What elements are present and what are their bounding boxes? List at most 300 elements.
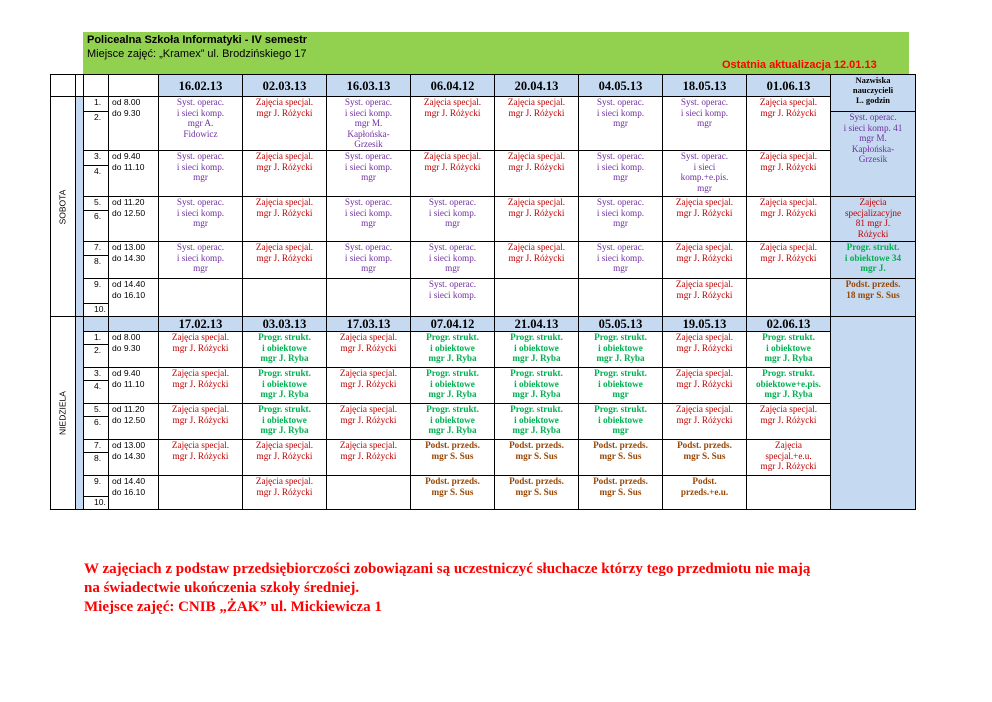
class-line: i obiektowe (514, 414, 559, 425)
class-cell (495, 97, 579, 151)
class-cell (243, 151, 327, 197)
class-line: i sieci (693, 161, 716, 172)
time-range (109, 404, 159, 440)
class-line: Grzesik (354, 139, 383, 150)
class-line: Progr. strukt. (258, 404, 311, 414)
corner-cell (109, 75, 159, 97)
class-line: Syst. operac. (176, 242, 225, 252)
class-line: i obiektowe (514, 342, 559, 353)
teacher-cell (831, 197, 916, 242)
class-cell (243, 332, 327, 368)
class-line: Syst. operac. (596, 97, 645, 107)
class-line: mgr J. Różycki (424, 107, 481, 118)
time-range (109, 279, 159, 317)
time-range (109, 197, 159, 242)
period-number: 9. (84, 476, 109, 497)
class-line: mgr J. Różycki (172, 342, 229, 353)
class-cell (159, 332, 243, 368)
class-line: mgr J. Ryba (512, 353, 561, 364)
class-line: Syst. operac. (680, 97, 729, 107)
time-start: od 9.40 (112, 151, 141, 161)
class-cell (411, 279, 495, 317)
class-line: specjal.+e.u. (765, 450, 812, 461)
corner-cell (51, 75, 76, 97)
class-line: Zajęcia specjal. (171, 332, 230, 342)
class-line: mgr A. (187, 118, 214, 129)
date-header: 02.03.13 (243, 75, 327, 97)
class-line: mgr (613, 118, 628, 129)
period-number: 7. (84, 242, 109, 256)
class-line: Syst. operac. (680, 151, 729, 161)
class-line: mgr J. Różycki (760, 414, 817, 425)
period-number: 3. (84, 368, 109, 381)
period-number: 10. (84, 497, 109, 510)
class-line: mgr J. Ryba (764, 353, 813, 364)
class-cell (663, 404, 747, 440)
class-line: Kapłońska- (347, 128, 390, 139)
time-end: do 12.50 (112, 207, 146, 218)
class-line: mgr J. Różycki (760, 461, 817, 472)
class-line: i obiektowe (262, 342, 307, 353)
class-cell (411, 440, 495, 476)
class-line: i obiektowe (262, 378, 307, 389)
class-line: Zajęcia specjal. (423, 97, 482, 107)
time-start: od 13.00 (112, 242, 146, 252)
class-cell (663, 97, 747, 151)
class-line: Syst. operac. (344, 242, 393, 252)
class-cell (159, 151, 243, 197)
time-end: do 12.50 (112, 414, 146, 425)
class-line: przeds.+e.u. (680, 486, 729, 497)
period-number: 6. (84, 417, 109, 440)
class-line: Zajęcia specjal. (255, 440, 314, 450)
class-cell (159, 197, 243, 242)
date-header: 03.03.13 (243, 317, 327, 332)
class-line: Zajęcia specjal. (255, 197, 314, 207)
class-line: mgr (612, 425, 629, 436)
class-line: Progr. strukt. (258, 332, 311, 342)
date-header: 17.02.13 (159, 317, 243, 332)
class-cell (159, 404, 243, 440)
class-cell (579, 368, 663, 404)
class-cell (495, 151, 579, 197)
class-line: mgr J. Różycki (676, 289, 733, 300)
class-line: Grzesik (858, 154, 888, 165)
class-cell (243, 197, 327, 242)
class-cell (663, 151, 747, 197)
class-line: Progr. strukt. (258, 368, 311, 378)
class-cell (327, 440, 411, 476)
schedule-table (50, 74, 916, 510)
class-line: Syst. operac. (344, 151, 393, 161)
class-line: Syst. operac. (176, 151, 225, 161)
class-line: mgr J. Różycki (676, 252, 733, 263)
time-start: od 14.40 (112, 279, 146, 289)
teachers-header-line: nauczycieli (852, 85, 894, 95)
class-line: mgr (697, 182, 712, 193)
class-cell (747, 97, 831, 151)
class-line: i sieci komp. (344, 252, 393, 263)
class-line: Zajęcia specjal. (171, 404, 230, 414)
class-line: Różycki (857, 228, 889, 239)
class-cell (159, 440, 243, 476)
class-line: mgr J. Ryba (260, 389, 309, 400)
date-header: 01.06.13 (747, 75, 831, 97)
class-line: Zajęcia specjal. (507, 197, 566, 207)
footer-line: na świadectwie ukończenia szkoły średniej. (84, 580, 360, 596)
time-range (109, 368, 159, 404)
class-cell (663, 242, 747, 279)
date-header: 16.03.13 (327, 75, 411, 97)
class-line: mgr J. Różycki (676, 414, 733, 425)
class-line: Podst. przeds. (509, 476, 564, 486)
class-line: mgr S. Sus (431, 486, 474, 497)
class-cell (159, 476, 243, 510)
class-line: mgr J. Różycki (760, 161, 817, 172)
class-cell (747, 404, 831, 440)
class-line: Progr. strukt. (762, 368, 815, 378)
class-cell (747, 368, 831, 404)
footer-line: W zajęciach z podstaw przedsiębiorczości zobowiązani są uczestniczyć słuchacze którzy tego przedmiotu nie mają (84, 561, 811, 577)
time-end: do 14.30 (112, 450, 146, 461)
class-line: mgr (697, 118, 712, 129)
class-cell (579, 151, 663, 197)
class-line: mgr J. Różycki (256, 207, 313, 218)
class-cell (579, 476, 663, 510)
time-end: do 11.10 (112, 161, 145, 172)
class-line: Zajęcia specjal. (675, 404, 734, 414)
class-line: Zajęcia specjal. (339, 368, 398, 378)
class-line: mgr J. Ryba (596, 353, 645, 364)
period-number: 7. (84, 440, 109, 453)
class-line: mgr J. Różycki (256, 450, 313, 461)
teacher-cell (831, 112, 916, 197)
class-cell (327, 476, 411, 510)
class-line: mgr S. Sus (599, 486, 642, 497)
class-cell (411, 332, 495, 368)
class-line: Zajęcia specjal. (171, 440, 230, 450)
class-cell (243, 440, 327, 476)
date-header: 19.05.13 (663, 317, 747, 332)
class-line: i sieci komp. (596, 252, 645, 263)
class-line: Syst. operac. (176, 197, 225, 207)
class-line: mgr J. Różycki (760, 207, 817, 218)
date-header: 17.03.13 (327, 317, 411, 332)
class-line: Zajęcia (774, 440, 803, 450)
class-line: mgr J. Ryba (260, 353, 309, 364)
class-line: Syst. operac. (596, 242, 645, 252)
class-line: mgr (612, 389, 629, 400)
class-line: mgr S. Sus (431, 450, 474, 461)
class-cell (327, 151, 411, 197)
class-cell (159, 368, 243, 404)
class-line: i obiektowe (598, 414, 643, 425)
school-title: Policealna Szkoła Informatyki - IV semestr (87, 34, 308, 46)
class-line: Progr. strukt. (846, 242, 900, 252)
period-number: 8. (84, 453, 109, 476)
class-cell (579, 332, 663, 368)
class-cell (159, 242, 243, 279)
class-line: mgr (613, 263, 628, 274)
date-header: 04.05.13 (579, 75, 663, 97)
class-cell (327, 97, 411, 151)
class-line: Zajęcia specjal. (423, 151, 482, 161)
class-cell (243, 368, 327, 404)
class-line: Zajęcia specjal. (759, 197, 818, 207)
class-cell (411, 197, 495, 242)
class-line: i sieci komp. (428, 207, 477, 218)
time-end: do 9.30 (112, 107, 141, 118)
class-line: i sieci komp. (596, 161, 645, 172)
class-line: mgr J. Różycki (676, 342, 733, 353)
class-cell (243, 242, 327, 279)
class-cell (327, 279, 411, 317)
class-line: Podst. przeds. (845, 279, 901, 289)
time-start: od 11.20 (112, 197, 145, 207)
class-line: Zajęcia specjal. (255, 97, 314, 107)
date-header: 21.04.13 (495, 317, 579, 332)
class-cell (747, 332, 831, 368)
class-cell (663, 368, 747, 404)
class-line: obiektowe+e.pis. (756, 378, 821, 389)
class-line: Progr. strukt. (426, 332, 479, 342)
class-cell (579, 242, 663, 279)
class-line: Podst. przeds. (593, 440, 648, 450)
class-line: mgr (613, 172, 628, 183)
class-cell (495, 332, 579, 368)
class-cell (411, 242, 495, 279)
day-label-sunday: NIEDZIELA (51, 317, 76, 510)
class-line: Zajęcia specjal. (255, 242, 314, 252)
class-cell (663, 197, 747, 242)
class-line: i sieci komp. (596, 107, 645, 118)
class-cell (747, 197, 831, 242)
class-line: Syst. operac. (849, 112, 897, 122)
class-cell (495, 476, 579, 510)
class-line: mgr (361, 218, 376, 229)
class-line: mgr J. Różycki (508, 252, 565, 263)
class-line: mgr (193, 263, 208, 274)
class-line: Podst. przeds. (593, 476, 648, 486)
class-cell (159, 279, 243, 317)
class-line: Syst. operac. (428, 279, 477, 289)
time-start: od 8.00 (112, 332, 141, 342)
period-number: 8. (84, 256, 109, 279)
class-line: Syst. operac. (428, 197, 477, 207)
class-line: Zajęcia specjal. (759, 242, 818, 252)
time-range (109, 476, 159, 510)
class-cell (663, 332, 747, 368)
date-header: 02.06.13 (747, 317, 831, 332)
period-number: 10. (84, 304, 109, 317)
time-start: od 8.00 (112, 97, 141, 107)
class-cell (579, 279, 663, 317)
class-cell (411, 368, 495, 404)
class-line: mgr J. Różycki (256, 161, 313, 172)
class-line: mgr J. Różycki (256, 107, 313, 118)
class-line: mgr M. (354, 118, 383, 129)
class-line: Progr. strukt. (510, 368, 563, 378)
class-cell (747, 279, 831, 317)
class-line: Podst. przeds. (677, 440, 732, 450)
period-number: 2. (84, 345, 109, 368)
class-line: Progr. strukt. (426, 404, 479, 414)
class-line: mgr S. Sus (515, 486, 558, 497)
class-line: mgr J. Ryba (428, 389, 477, 400)
class-cell (327, 404, 411, 440)
class-line: mgr J. Różycki (424, 161, 481, 172)
class-line: i sieci komp. (428, 252, 477, 263)
class-line: Progr. strukt. (594, 404, 647, 414)
teachers-header-line: Nazwiska (855, 75, 891, 85)
class-line: Fidowicz (183, 128, 218, 139)
class-line: mgr S. Sus (599, 450, 642, 461)
class-line: i sieci komp. (344, 207, 393, 218)
period-number: 4. (84, 381, 109, 404)
class-cell (579, 440, 663, 476)
class-line: i obiektowe (514, 378, 559, 389)
period-number: 3. (84, 151, 109, 166)
class-line: Zajęcia specjal. (255, 151, 314, 161)
class-line: Syst. operac. (596, 197, 645, 207)
class-line: i sieci komp. (344, 161, 393, 172)
class-line: Progr. strukt. (426, 368, 479, 378)
time-start: od 14.40 (112, 476, 146, 486)
class-line: i obiektowe (598, 342, 643, 353)
period-number: 4. (84, 166, 109, 197)
class-line: mgr M. (859, 133, 887, 144)
class-line: i obiektowe (430, 342, 475, 353)
time-end: do 16.10 (112, 289, 146, 300)
class-line: i sieci komp. (176, 107, 225, 118)
class-line: Zajęcia specjal. (675, 197, 734, 207)
class-line: mgr S. Sus (683, 450, 726, 461)
class-cell (327, 368, 411, 404)
class-line: mgr (445, 263, 460, 274)
class-line: Zajęcia specjal. (759, 404, 818, 414)
class-line: mgr J. Ryba (260, 425, 309, 436)
class-line: i sieci komp. 41 (843, 122, 903, 133)
class-cell (495, 368, 579, 404)
venue-line: Miejsce zajęć: „Kramex” ul. Brodzińskiego 17 (87, 48, 307, 60)
time-start: od 13.00 (112, 440, 146, 450)
class-line: Kapłońska- (851, 143, 895, 154)
class-cell (747, 476, 831, 510)
class-line: i obiektowe 34 (844, 252, 902, 263)
date-header: 18.05.13 (663, 75, 747, 97)
class-line: mgr (613, 218, 628, 229)
class-line: mgr J. Różycki (508, 161, 565, 172)
class-line: mgr J. Różycki (172, 450, 229, 461)
class-line: Zajęcia specjal. (759, 97, 818, 107)
footer-venue: Miejsce zajęć: CNIB „ŻAK” ul. Mickiewicza 1 (84, 599, 382, 615)
class-line: i sieci komp. (680, 107, 729, 118)
class-line: mgr J. Różycki (508, 207, 565, 218)
date-header: 05.05.13 (579, 317, 663, 332)
class-line: Podst. (692, 476, 717, 486)
class-line: mgr J. Różycki (172, 378, 229, 389)
teachers-header-line: L. godzin (855, 95, 890, 105)
class-line: Progr. strukt. (510, 332, 563, 342)
class-line: i sieci komp. (344, 107, 393, 118)
class-cell (495, 404, 579, 440)
corner-cell (76, 75, 84, 97)
corner-cell (84, 75, 109, 97)
class-cell (243, 279, 327, 317)
class-line: Progr. strukt. (594, 368, 647, 378)
class-cell (747, 151, 831, 197)
class-line: i sieci komp. (596, 207, 645, 218)
class-line: Zajęcia specjal. (759, 151, 818, 161)
class-cell (495, 440, 579, 476)
class-cell (579, 404, 663, 440)
spacer-column (76, 317, 84, 510)
class-cell (411, 97, 495, 151)
class-line: Zajęcia specjal. (507, 151, 566, 161)
class-line: mgr J. Ryba (764, 389, 813, 400)
class-line: mgr (193, 218, 208, 229)
class-line: mgr J. Różycki (340, 450, 397, 461)
class-cell (663, 440, 747, 476)
period-number: 2. (84, 112, 109, 151)
teacher-cell (831, 279, 916, 317)
corner-cell (109, 317, 159, 332)
class-cell (747, 242, 831, 279)
class-line: i sieci komp. (176, 207, 225, 218)
class-line: Zajęcia (859, 197, 887, 207)
class-line: Zajęcia specjal. (675, 242, 734, 252)
class-line: mgr S. Sus (515, 450, 558, 461)
period-number: 5. (84, 404, 109, 417)
class-line: Zajęcia specjal. (171, 368, 230, 378)
class-line: Podst. przeds. (509, 440, 564, 450)
class-cell (327, 197, 411, 242)
class-line: mgr J. Ryba (512, 425, 561, 436)
period-number: 6. (84, 211, 109, 242)
class-line: mgr J. Różycki (760, 252, 817, 263)
class-line: mgr J. Różycki (256, 252, 313, 263)
class-line: mgr J. Różycki (340, 342, 397, 353)
class-line: Progr. strukt. (594, 332, 647, 342)
teachers-header (831, 75, 916, 112)
spacer-column (76, 97, 84, 317)
class-line: Zajęcia specjal. (339, 404, 398, 414)
class-line: Zajęcia specjal. (339, 332, 398, 342)
class-line: mgr (193, 172, 208, 183)
class-line: mgr J. Różycki (676, 378, 733, 389)
time-end: do 11.10 (112, 378, 145, 389)
class-cell (663, 279, 747, 317)
class-line: mgr J. Ryba (512, 389, 561, 400)
class-line: Podst. przeds. (425, 476, 480, 486)
period-number: 1. (84, 97, 109, 112)
period-number: 5. (84, 197, 109, 211)
class-line: mgr J. Różycki (676, 207, 733, 218)
class-line: 18 mgr S. Sus (846, 289, 900, 300)
date-header: 07.04.12 (411, 317, 495, 332)
class-line: mgr J. Różycki (760, 107, 817, 118)
class-line: Zajęcia specjal. (675, 279, 734, 289)
day-label-saturday: SOBOTA (51, 97, 76, 317)
class-cell (579, 97, 663, 151)
class-line: Progr. strukt. (762, 332, 815, 342)
class-cell (495, 197, 579, 242)
class-line: Zajęcia specjal. (675, 368, 734, 378)
class-line: Zajęcia specjal. (507, 97, 566, 107)
class-line: i obiektowe (430, 378, 475, 389)
class-cell (495, 279, 579, 317)
time-start: od 11.20 (112, 404, 145, 414)
